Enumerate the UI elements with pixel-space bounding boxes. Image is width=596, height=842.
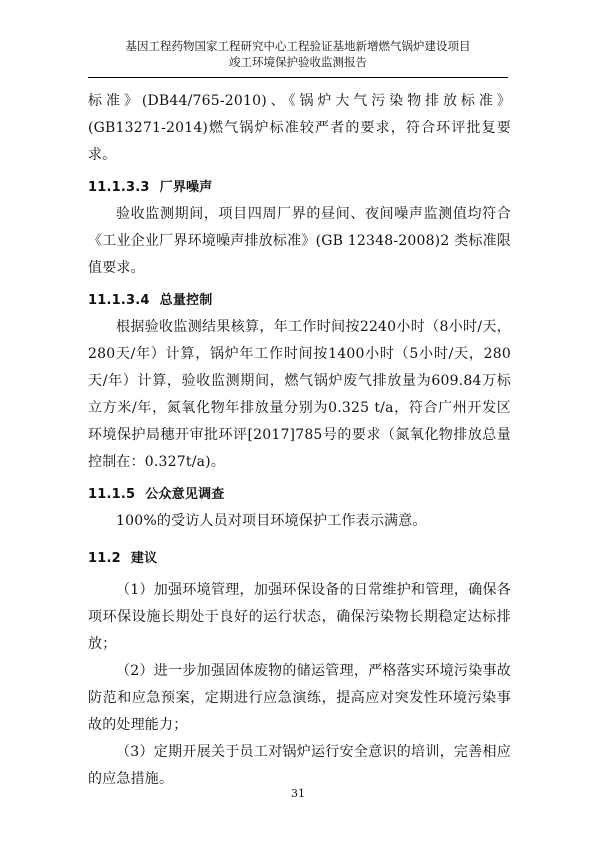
suggestion-item: （3）定期开展关于员工对锅炉运行安全意识的培训，完善相应的应急措施。 <box>88 744 511 787</box>
section-title: 公众意见调查 <box>145 487 225 502</box>
noise-paragraph: 验收监测期间，项目四周厂界的昼间、夜间噪声监测值均符合《工业企业厂界环境噪声排放标准》(GB 12348-2008)2 类标准限值要求。 <box>88 206 511 276</box>
suggestion-item: （1）加强环境管理，加强环保设备的日常维护和管理，确保各项环保设施长期处于良好的运行状态，确保污染物长期稳定达标排放； <box>88 582 511 652</box>
section-number: 11.1.5 <box>88 487 136 502</box>
header-report-title: 竣工环境保护验收监测报告 <box>229 55 367 69</box>
page-header <box>70 38 526 70</box>
section-title: 总量控制 <box>159 293 213 308</box>
continuation-paragraph: 标准》(DB44/765-2010)、《锅炉大气污染物排放标准》(GB13271-2014)燃气锅炉标准较严者的要求，符合环评批复要求。 <box>88 93 511 163</box>
section-number: 11.1.3.3 <box>88 180 150 195</box>
public-opinion-paragraph: 100%的受访人员对项目环境保护工作表示满意。 <box>116 513 427 529</box>
page-body <box>88 88 511 793</box>
header-project-title: 基因工程药物国家工程研究中心工程验证基地新增燃气锅炉建设项目 <box>125 39 471 53</box>
section-title: 建议 <box>130 551 158 566</box>
page-number: 31 <box>291 787 305 800</box>
section-heading-public-opinion <box>88 481 511 508</box>
section-heading-total-control <box>88 287 511 314</box>
suggestion-item: （2）进一步加强固体废物的储运管理，严格落实环境污染事故防范和应急预案，定期进行应急演练，提高应对突发性环境污染事故的处理能力； <box>88 663 511 733</box>
section-heading-noise <box>88 174 511 201</box>
section-number: 11.2 <box>88 551 121 566</box>
section-heading-suggestions <box>88 545 511 572</box>
total-control-paragraph: 根据验收监测结果核算，年工作时间按2240小时（8小时/天，280天/年）计算，锅炉年工作时间按1400小时（5小时/天，280天/年）计算，验收监测期间，燃气锅炉废气排放量为609.84万标立方米/年，氮氧化物年排放量分别为0.325 t/a，符合广州开发区环境保护局穗开审批环评[2017]785号的要求（氮氧化物排放总量控制在：0.327t/a)。 <box>88 319 511 470</box>
section-title: 厂界噪声 <box>159 180 213 195</box>
section-number: 11.1.3.4 <box>88 293 150 308</box>
header-divider <box>88 77 508 78</box>
